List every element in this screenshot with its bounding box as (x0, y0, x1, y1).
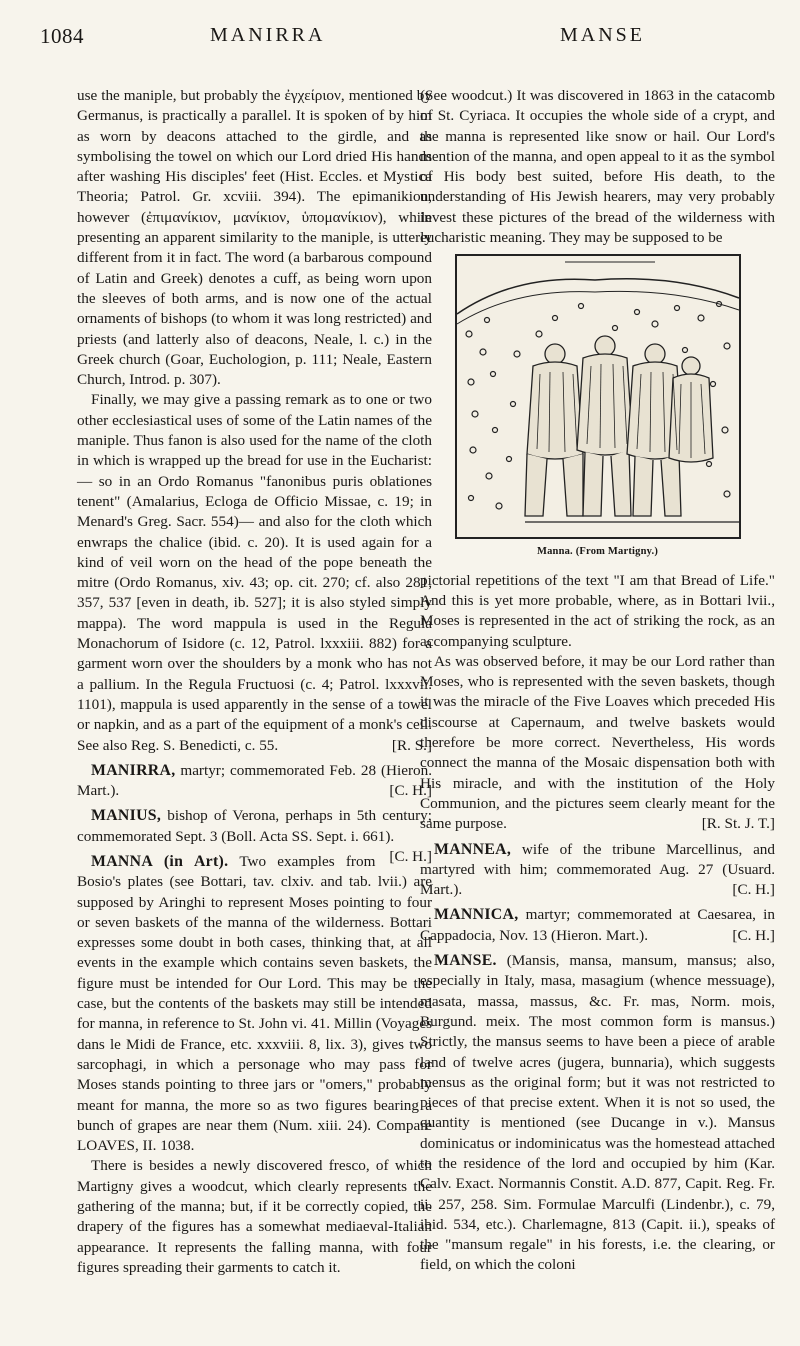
entry-manna (77, 852, 432, 1156)
manna-fresco-paragraph: There is besides a newly discovered fresco, of which Martigny gives a woodcut, which clearly represents the gathering of the manna; but, if it be correctly copied, the drapery of the figures has a somewhat mediaeval-Italian appearance. It represents the falling manna, with four figures spreading their garments to catch it. (77, 1157, 432, 1276)
figure-caption: Manna. (From Martigny.) (536, 546, 659, 558)
headword-manse: MANSE. (434, 952, 497, 970)
entry-text: wife of the tribune Marcellinus, and martyred with him; commemorated Aug. 27 (Usuard. Mart.). (420, 840, 775, 899)
entry-text: (Mansis, mansa, mansum, mansus; also, especially in Italy, masa, masagium (whence messuage), masata, massa, massus, &c. Fr. mas, Norm. mois, Burgund. meix. The most common form is mansus.) Strictly, the mansus seems to have been a piece of arable land of twelve acres (jugera, bunnaria), which suggests mensus as the original form; but it was not restricted to pieces of that precise extent. When it is not so used, the quantity is mentioned (see Ducange in v.). Mansus dominicatus or indominicatus was the homestead attached to the residence of the lord and occupied by him (Kar. Calv. Exact. Normannis Constit. A.D. 877, Capit. Reg. Fr. ii. 257, 258. Sim. Formulae Marculfi (Lindenbr.), c. 79, ibid. 534, etc.). Charlemagne, 813 (Capit. ii.), speaks of the "mansum regale" in his forests, i.e. the clearing, or field, on which the coloni (420, 952, 776, 1274)
headword-manirra: MANIRRA, (91, 761, 176, 779)
entry-text: bishop of Verona, perhaps in 5th century; commemorated Sept. 3 (Boll. Acta SS. Sept. i. 661). (77, 807, 432, 845)
maniple-finally-text: Finally, we may give a passing remark as to one or two other ecclesiastical uses of some of the Latin names of the maniple. Thus fanon is also used for the name of the cloth in which is wrapped up the bread for use in the Eucharist:— so in an Ordo Romanus "fanonibus puris oblationes tenent" (Amalarius, Ecloga de Officio Missae, c. 19; in Menard's Greg. Sacr. 554)— and also for the cloth which enwraps the chalice (ibid. c. 20). It is used again for a kind of veil worn on the head of the pope beneath the mitre (Ordo Romanus, xiv. 43; op. cit. 270; cf. also 281, 357, 537 [even in death, ib. 527]; it is also styled simply mappa). The word mappula is used in the Regula Monachorum of Isidore (c. 12, Patrol. lxxxiii. 882) for a garment worn over the shoulders by a monk who has not a pallium. In the Regula Fructuosi (c. 4; Patrol. lxxxvii. 1101), mappula is used apparently in the sense of a towel or napkin, and as a part of the equipment of a monk's cell. See also Reg. S. Benedicti, c. 55. (77, 391, 432, 754)
signature: [C. H.] (389, 847, 432, 865)
running-head-right: MANSE (560, 24, 646, 46)
entry-mannea (420, 840, 775, 901)
entry-manirra (77, 761, 432, 802)
entry-mannica (420, 905, 775, 946)
maniple-finally-paragraph (77, 390, 432, 755)
entry-manse (420, 951, 775, 1276)
right-column (420, 86, 775, 1276)
entry-text: martyr; commemorated at Caesarea, in Cappadocia, Nov. 13 (Hieron. Mart.). (420, 906, 775, 944)
signature: [R. S.] (391, 736, 432, 754)
manna-woodcut-paragraph: (See woodcut.) It was discovered in 1863 in the catacomb of St. Cyriaca. It occupies the whole side of a crypt, and the manna is represented like snow or hail. Our Lord's mention of the manna, and open appeal to it as the symbol of His body best suited, before His death, to the understanding of His Jewish hearers, may very probably invest these pictures of the bread of the wilderness with eucharistic meaning. They may be supposed to be (420, 87, 775, 247)
left-column (77, 86, 432, 1278)
headword-manna: MANNA (in Art). (91, 852, 229, 870)
signature: [C. H.] (732, 881, 775, 899)
manna-woodcut-figure (420, 254, 775, 562)
headword-mannica: MANNICA, (434, 906, 519, 924)
manna-asobserved-text: As was observed before, it may be our Lord rather than Moses, who is represented with the seven baskets, though it was the miracle of the Five Loaves which preceded His discourse at Capernaum, and twelve baskets would therefore be more correct. Nevertheless, His words connect the manna of the Mosaic dispensation both with His miracle, and with the institution of the Holy Communion, and the pictures seem clearly meant for the same purpose. (420, 652, 775, 833)
running-head-left: MANIRRA (210, 24, 326, 46)
headword-mannea: MANNEA, (434, 840, 512, 858)
signature: [C. H.] (732, 926, 775, 944)
manna-woodcut-illustration (455, 254, 741, 539)
manna-asobserved-paragraph (420, 652, 775, 835)
entry-text: Two examples from Bosio's plates (see Bottari, tav. clxiv. and tab. lvii.) are supposed by Aringhi to represent Moses pointing to four or seven baskets of the manna of the wilderness. Bottari expresses some doubt in both cases, thinking that, at all events in the example which contains seven baskets, the figure must be intended for Our Lord. This may be the case, but the contents of the baskets may still be intended for manna, in reference to St. John vi. 41. Millin (Voyages dans le Midi de France, etc. xxxviii. 8, lix. 3), gives two sarcophagi, in which a personage who may pass for Moses stands pointing to three jars or "omers," probably meant for manna, the more so as two figures bearing a bunch of grapes are near them (Num. xiii. 24). Compare LOAVES, II. 1038. (77, 852, 432, 1155)
page-number: 1084 (40, 24, 84, 48)
headword-manius: MANIUS, (91, 807, 162, 825)
signature: [C. H.] (389, 782, 432, 800)
maniple-continuation: use the maniple, but probably the ἐγχείριον, mentioned by Germanus, is practically a parallel. It is spoken of by him as worn by deacons attached to the girdle, and as symbolising the towel on which our Lord dried His hands after washing His disciples' feet (Hist. Eccles. et Mystica Theoria; Patrol. Gr. xcviii. 394). The epimanikion, however (ἐπιμανίκιον, μανίκιον, ὑπομανίκιον), while presenting an apparent similarity to the maniple, is utterly different from it in fact. The word (a barbarous compound of Latin and Greek) denotes a cuff, as being worn upon the sleeves of both arms, and is now one of the actual ornaments of bishops (to whom it was long restricted) and priests (and latterly also of deacons, Neale, l. c.) in the Greek church (Goar, Euchologion, p. 111; Neale, Eastern Church, Introd. p. 307). (77, 87, 432, 389)
running-header (0, 20, 800, 60)
manna-pictorial-paragraph: pictorial repetitions of the text "I am that Bread of Life." And this is yet more probable, where, as in Bottari lvii., Moses is represented in the act of striking the rock, as an accompanying sculpture. (420, 571, 775, 650)
signature: [R. St. J. T.] (701, 815, 775, 833)
entry-text: martyr; commemorated Feb. 28 (Hieron. Mart.). (77, 761, 432, 800)
